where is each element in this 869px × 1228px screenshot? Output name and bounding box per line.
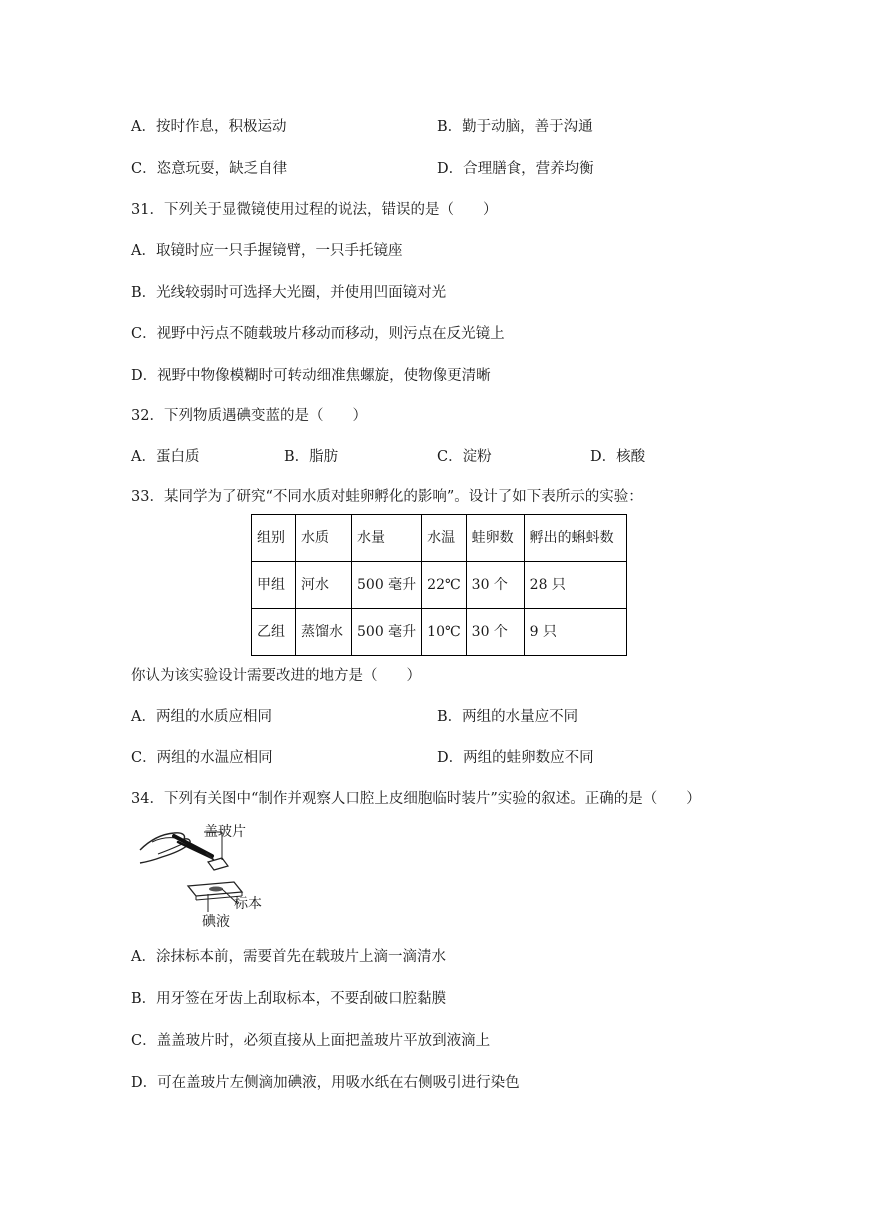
q32-option-b: B．脂肪 bbox=[284, 449, 339, 465]
label-specimen: 标本 bbox=[234, 896, 262, 912]
q31-stem: 31．下列关于显微镜使用过程的说法，错误的是（ ） bbox=[131, 202, 498, 218]
q34-option-d: D．可在盖玻片左侧滴加碘液，用吸水纸在右侧吸引进行染色 bbox=[131, 1075, 520, 1091]
q31-option-b: B．光线较弱时可选择大光圈，并使用凹面镜对光 bbox=[131, 285, 447, 301]
table-cell: 500 毫升 bbox=[352, 609, 422, 656]
q31-option-c: C．视野中污点不随载玻片移动而移动，则污点在反光镜上 bbox=[131, 326, 505, 342]
q33-option-a: A．两组的水质应相同 bbox=[131, 709, 272, 725]
table-cell: 9 只 bbox=[524, 609, 626, 656]
experiment-table bbox=[251, 514, 627, 656]
q32-option-a: A．蛋白质 bbox=[131, 449, 200, 465]
q30-option-b: B．勤于动脑，善于沟通 bbox=[437, 119, 593, 135]
table-header-cell: 水温 bbox=[422, 515, 466, 562]
q34-option-b: B．用牙签在牙齿上刮取标本，不要刮破口腔黏膜 bbox=[131, 991, 447, 1007]
q34-option-c: C．盖盖玻片时，必须直接从上面把盖玻片平放到液滴上 bbox=[131, 1033, 491, 1049]
q30-option-a: A．按时作息，积极运动 bbox=[131, 119, 287, 135]
table-cell: 河水 bbox=[296, 562, 352, 609]
q33-option-b: B．两组的水量应不同 bbox=[437, 709, 579, 725]
q33-option-d: D．两组的蛙卵数应不同 bbox=[437, 750, 594, 766]
table-header-row bbox=[252, 515, 627, 562]
q33-stem: 33．某同学为了研究“不同水质对蛙卵孵化的影响”。设计了如下表所示的实验： bbox=[131, 489, 643, 505]
q32-stem: 32．下列物质遇碘变蓝的是（ ） bbox=[131, 408, 367, 424]
q34-option-a: A．涂抹标本前，需要首先在载玻片上滴一滴清水 bbox=[131, 949, 446, 965]
table-header-cell: 蛙卵数 bbox=[466, 515, 524, 562]
label-coverslip: 盖玻片 bbox=[204, 824, 246, 840]
table-cell: 500 毫升 bbox=[352, 562, 422, 609]
table-cell: 10℃ bbox=[422, 609, 466, 656]
q33-option-c: C．两组的水温应相同 bbox=[131, 750, 273, 766]
table-cell: 蒸馏水 bbox=[296, 609, 352, 656]
table-row bbox=[252, 562, 627, 609]
table-cell: 22℃ bbox=[422, 562, 466, 609]
table-cell: 30 个 bbox=[466, 609, 524, 656]
table-header-cell: 水质 bbox=[296, 515, 352, 562]
table-cell: 乙组 bbox=[252, 609, 296, 656]
table-header-cell: 组别 bbox=[252, 515, 296, 562]
table-header-cell: 孵出的蝌蚪数 bbox=[524, 515, 626, 562]
q30-option-d: D．合理膳食，营养均衡 bbox=[437, 161, 594, 177]
q32-option-d: D．核酸 bbox=[590, 449, 646, 465]
table-cell: 甲组 bbox=[252, 562, 296, 609]
table-cell: 30 个 bbox=[466, 562, 524, 609]
q32-option-c: C．淀粉 bbox=[437, 449, 492, 465]
q30-option-c: C．恣意玩耍，缺乏自律 bbox=[131, 161, 288, 177]
q34-stem: 34．下列有关图中“制作并观察人口腔上皮细胞临时装片”实验的叙述。正确的是（ ） bbox=[131, 791, 701, 807]
table-row bbox=[252, 609, 627, 656]
q33-question: 你认为该实验设计需要改进的地方是（ ） bbox=[131, 668, 421, 684]
coverslip-illustration bbox=[138, 820, 272, 932]
q31-option-a: A．取镜时应一只手握镜臂，一只手托镜座 bbox=[131, 243, 403, 259]
table-header-cell: 水量 bbox=[352, 515, 422, 562]
label-iodine: 碘液 bbox=[202, 914, 230, 930]
table-cell: 28 只 bbox=[524, 562, 626, 609]
q31-option-d: D．视野中物像模糊时可转动细准焦螺旋，使物像更清晰 bbox=[131, 368, 491, 384]
